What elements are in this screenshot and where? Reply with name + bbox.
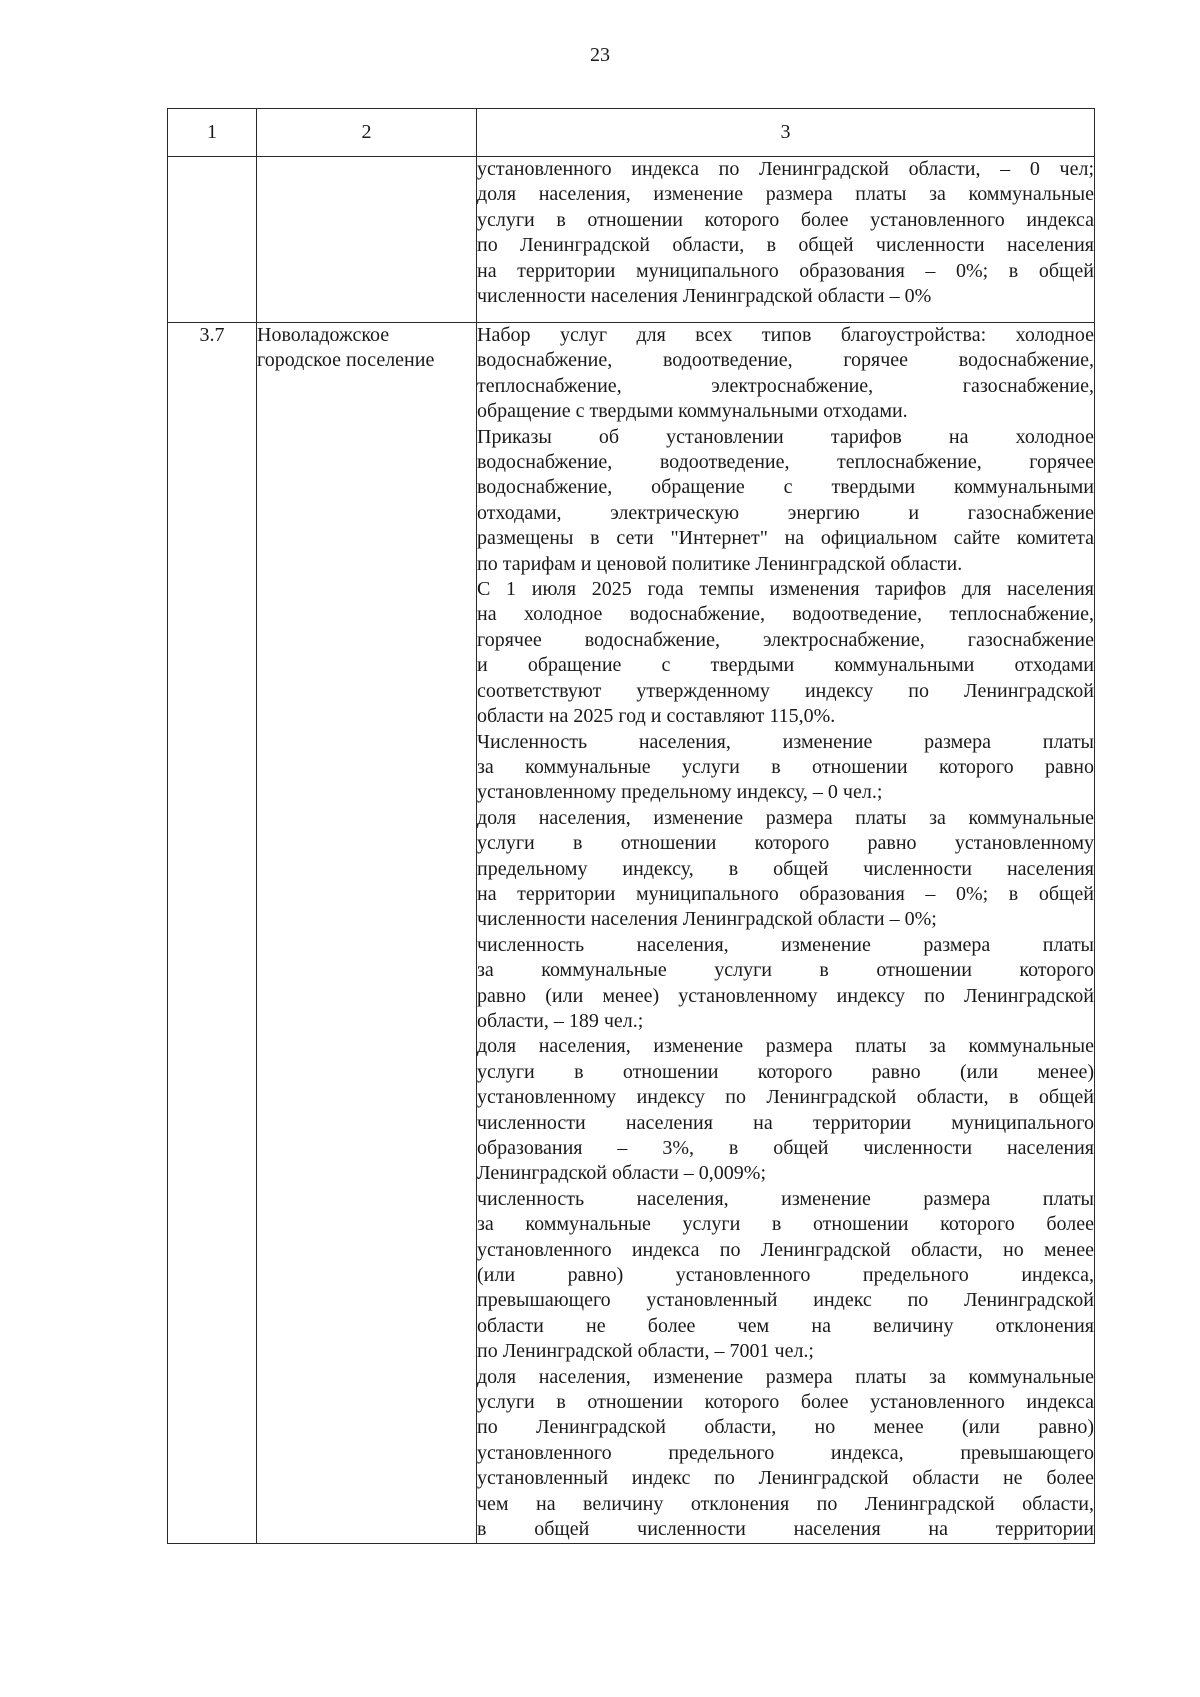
text-line: доля населения, изменение размера платы за коммунальные [477,183,1094,206]
text-line: установленного предельного индекса, превышающего [477,1441,1094,1464]
text-line: предельному индексу, в общей численности населения [477,857,1094,880]
header-col-3: 3 [477,109,1095,157]
text-line: доля населения, изменение размера платы за коммунальные [477,1035,1094,1058]
document-table [167,108,1095,1544]
text-line: установленного индекса по Ленинградской области, – 0 чел; [477,158,1094,180]
text-line: численность населения, изменение размера платы [477,933,1094,956]
text-line: услуги в отношении которого равно установленному [477,832,1094,855]
text-line: области, – 189 чел.; [477,1009,644,1032]
text-line: установленного индекса по Ленинградской области, но менее [477,1238,1094,1261]
text-line: обращение с твердыми коммунальными отходами. [477,400,908,423]
text-line: установленному индексу по Ленинградской области, в общей [477,1086,1094,1109]
text-line: по Ленинградской области, но менее (или равно) [477,1416,1094,1439]
paragraph [477,1365,1094,1543]
header-col-2: 2 [257,109,477,157]
paragraph [477,425,1094,577]
paragraph [477,1034,1094,1186]
text-line: численности населения Ленинградской области – 0%; [477,908,937,931]
text-line: по тарифам и ценовой политике Ленинградской области. [477,552,963,575]
text-line: Набор услуг для всех типов благоустройства: холодное [477,324,1094,346]
text-line: теплоснабжение, электроснабжение, газоснабжение, [477,374,1094,397]
text-line: услуги в отношении которого более установленного индекса [477,208,1094,231]
paragraph [477,323,1094,425]
text-line: Ленинградской области – 0,009%; [477,1162,767,1185]
text-line: доля населения, изменение размера платы за коммунальные [477,806,1094,829]
text-line: за коммунальные услуги в отношении которого [477,959,1094,982]
text-line: горячее водоснабжение, электроснабжение, газоснабжение [477,628,1094,651]
paragraph [477,806,1094,933]
paragraph [477,577,1094,729]
text-line: на территории муниципального образования – 0%; в общей [477,259,1094,282]
text-line: услуги в отношении которого более установленного индекса [477,1391,1094,1414]
text-line: отходами, электрическую энергию и газоснабжение [477,501,1094,524]
page-number: 23 [590,44,610,66]
header-col-1: 1 [168,109,257,157]
text-line: на территории муниципального образования – 0%; в общей [477,882,1094,905]
text-line: соответствуют утвержденному индексу по Ленинградской [477,679,1094,702]
text-line: по Ленинградской области, – 7001 чел.; [477,1340,814,1363]
text-line: водоснабжение, водоотведение, горячее водоснабжение, [477,349,1094,372]
text-line: размещены в сети "Интернет" на официальном сайте комитета [477,527,1094,550]
municipality-name-cell [257,323,477,1544]
text-line: по Ленинградской области, в общей численности населения [477,234,1094,257]
text-line: установленный индекс по Ленинградской области не более [477,1467,1094,1490]
text-line: Численность населения, изменение размера платы [477,730,1094,753]
text-line: доля населения, изменение размера платы за коммунальные [477,1365,1094,1388]
paragraph [477,730,1094,806]
text-line: С 1 июля 2025 года темпы изменения тарифов для населения [477,578,1094,601]
text-line: водоснабжение, водоотведение, теплоснабжение, горячее [477,451,1094,474]
text-line: и обращение с твердыми коммунальными отходами [477,654,1094,677]
table-row-3-7 [168,323,1095,1544]
text-line: за коммунальные услуги в отношении которого более [477,1213,1094,1236]
municipality-name-line: городское поселение [257,349,435,372]
description-cell [477,157,1095,323]
text-line: установленному предельному индексу, – 0 чел.; [477,781,883,804]
municipality-name-cell [257,157,477,323]
text-line: (или равно) установленного предельного индекса, [477,1264,1094,1287]
row-number-cell: 3.7 [168,323,257,1544]
table-row-continuation [168,157,1095,323]
text-line: в общей численности населения на территории [477,1518,1094,1541]
text-line: области на 2025 год и составляют 115,0%. [477,705,836,728]
text-line: на холодное водоснабжение, водоотведение, теплоснабжение, [477,603,1094,626]
text-line: чем на величину отклонения по Ленинградской области, [477,1492,1094,1515]
text-line: Приказы об установлении тарифов на холодное [477,425,1094,448]
municipality-name-line: Новоладожское [257,324,390,346]
description-cell [477,323,1095,1544]
text-line: равно (или менее) установленному индексу по Ленинградской [477,984,1094,1007]
paragraph [477,1187,1094,1365]
text-line: области не более чем на величину отклонения [477,1314,1094,1337]
paragraph [477,933,1094,1035]
text-line: образования – 3%, в общей численности населения [477,1137,1094,1159]
table-header-row [168,109,1095,157]
text-line: численности населения Ленинградской области – 0% [477,285,932,308]
row-number-cell [168,157,257,323]
text-line: численности населения на территории муниципального [477,1111,1094,1134]
text-line: численность населения, изменение размера платы [477,1187,1094,1210]
text-line: водоснабжение, обращение с твердыми коммунальными [477,476,1094,499]
text-line: за коммунальные услуги в отношении которого равно [477,755,1094,778]
text-line: услуги в отношении которого равно (или менее) [477,1060,1094,1083]
text-line: превышающего установленный индекс по Ленинградской [477,1289,1094,1312]
